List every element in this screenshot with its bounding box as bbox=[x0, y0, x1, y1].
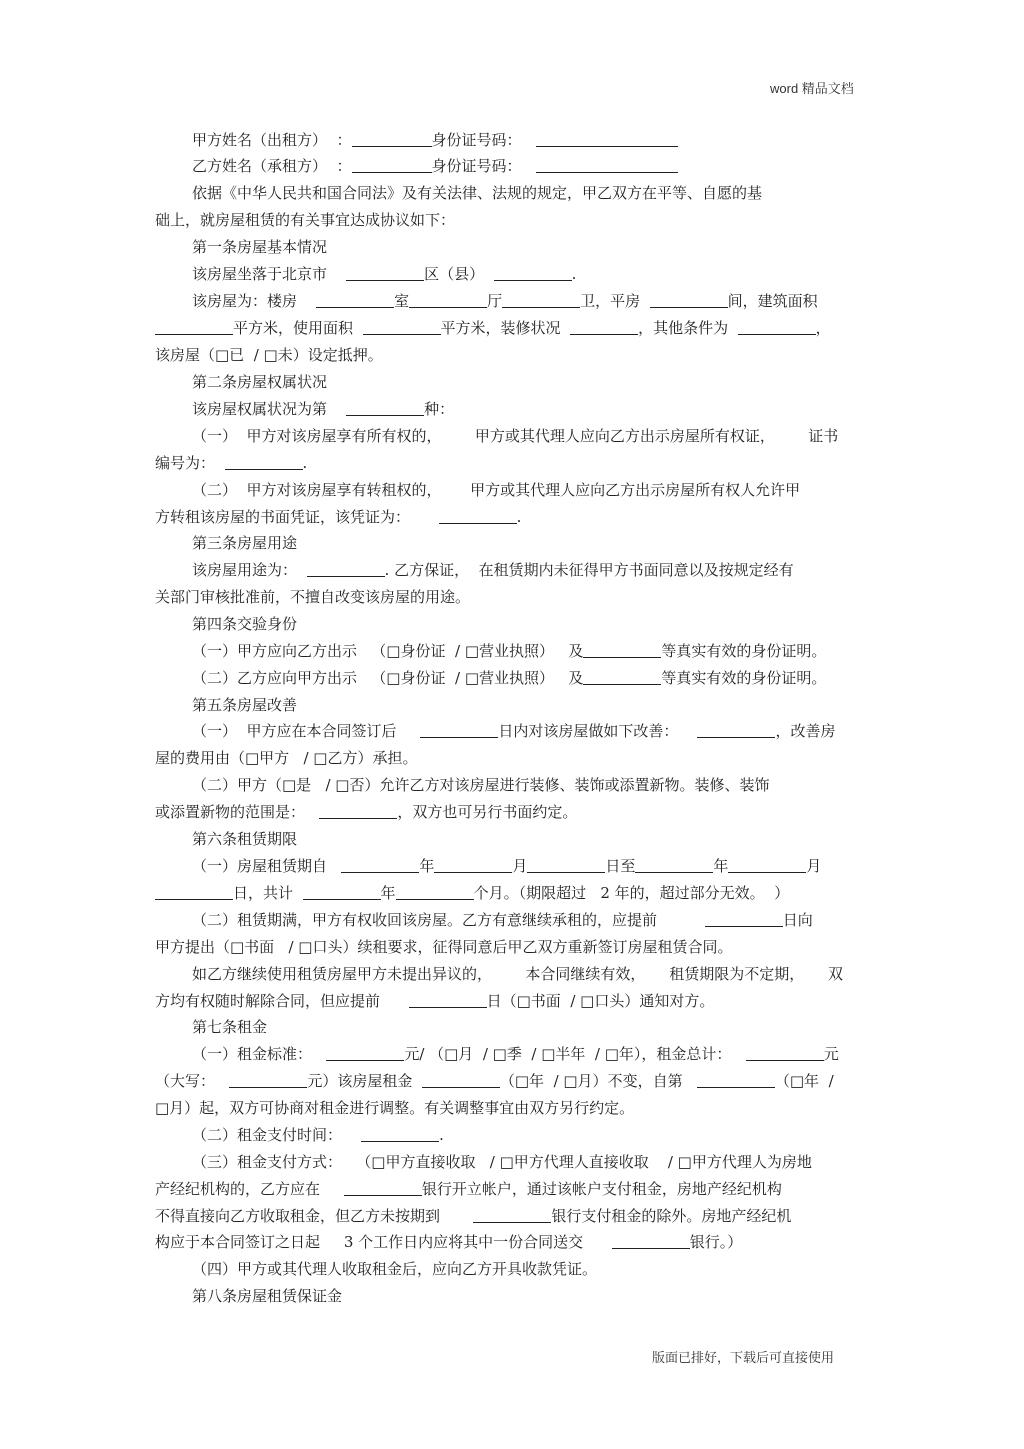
blank-field[interactable] bbox=[697, 1073, 775, 1088]
blank-field[interactable] bbox=[326, 1046, 404, 1061]
line-text: 月 bbox=[512, 857, 528, 875]
line-text: 间，建筑面积 bbox=[727, 292, 818, 310]
contract-line bbox=[155, 1098, 634, 1118]
blank-field[interactable] bbox=[527, 858, 605, 873]
blank-field[interactable] bbox=[344, 1181, 422, 1196]
line-text: 构应于本合同签订之日起 3 个工作日内应将其中一份合同送交 bbox=[155, 1233, 612, 1251]
line-text: 身份证号码： bbox=[431, 157, 536, 175]
line-text: 日，共计 bbox=[233, 884, 303, 902]
line-text: （二） 甲方对该房屋享有转租权的， 甲方或其代理人应向乙方出示房屋所有权人允许甲 bbox=[192, 481, 801, 499]
contract-line bbox=[192, 1286, 342, 1306]
contract-line bbox=[192, 1044, 839, 1064]
line-text: 甲方姓名（出租方） ： bbox=[192, 131, 352, 149]
contract-line bbox=[155, 318, 831, 338]
blank-field[interactable] bbox=[346, 266, 424, 281]
contract-line bbox=[192, 237, 327, 257]
line-text: 银行开立帐户，通过该帐户支付租金，房地产经纪机构 bbox=[421, 1180, 782, 1198]
blank-field[interactable] bbox=[346, 401, 424, 416]
contract-line bbox=[192, 130, 678, 150]
contract-line bbox=[192, 399, 454, 419]
line-text: . bbox=[516, 508, 522, 526]
line-text: （三）租金支付方式： （□甲方直接收取 / □甲方代理人直接收取 / □甲方代理人为房地 bbox=[192, 1153, 812, 1171]
contract-line bbox=[192, 560, 794, 580]
line-text: ，双方也可另行书面约定。 bbox=[397, 803, 578, 821]
line-text: 方转租该房屋的书面凭证，该凭证为： bbox=[155, 508, 439, 526]
contract-line bbox=[192, 1017, 267, 1037]
line-text: 日（□书面 / □口头）通知对方。 bbox=[486, 992, 715, 1010]
blank-field[interactable] bbox=[303, 885, 381, 900]
contract-line bbox=[155, 1206, 791, 1226]
line-text: 等真实有效的身份证明。 bbox=[661, 642, 827, 660]
line-text: 该房屋坐落于北京市 bbox=[192, 265, 347, 283]
blank-field[interactable] bbox=[473, 1208, 551, 1223]
line-text: 区（县） bbox=[424, 265, 494, 283]
line-text: 平方米，装修状况 bbox=[440, 319, 571, 337]
line-text: 月 bbox=[806, 857, 822, 875]
blank-field[interactable] bbox=[316, 293, 394, 308]
blank-field[interactable] bbox=[420, 723, 498, 738]
blank-field[interactable] bbox=[363, 320, 441, 335]
contract-line bbox=[192, 183, 762, 203]
blank-field[interactable] bbox=[225, 455, 303, 470]
line-text: 年 bbox=[419, 857, 435, 875]
line-text: 种： bbox=[424, 400, 455, 418]
contract-line bbox=[155, 507, 521, 527]
blank-field[interactable] bbox=[746, 1046, 824, 1061]
line-text: . bbox=[302, 454, 308, 472]
blank-field[interactable] bbox=[229, 1073, 307, 1088]
line-text: 身份证号码： bbox=[431, 131, 536, 149]
blank-field[interactable] bbox=[307, 562, 385, 577]
line-text: （一）房屋租赁期自 bbox=[192, 857, 342, 875]
line-text: 第五条房屋改善 bbox=[192, 696, 298, 714]
blank-field[interactable] bbox=[409, 293, 487, 308]
line-text: 日内对该房屋做如下改善： bbox=[498, 722, 698, 740]
contract-line bbox=[155, 587, 470, 607]
blank-field[interactable] bbox=[738, 320, 816, 335]
line-text: 础上，就房屋租赁的有关事宜达成协议如下： bbox=[155, 211, 456, 229]
blank-field[interactable] bbox=[409, 993, 487, 1008]
blank-field[interactable] bbox=[319, 804, 397, 819]
line-text: 第六条租赁期限 bbox=[192, 830, 298, 848]
line-text: 编号为： bbox=[155, 454, 225, 472]
contract-line bbox=[192, 291, 818, 311]
line-text: . 乙方保证， 在租赁期内未征得甲方书面同意以及按规定经有 bbox=[384, 561, 794, 579]
contract-line bbox=[192, 695, 297, 715]
contract-line bbox=[192, 829, 297, 849]
blank-field[interactable] bbox=[705, 912, 783, 927]
blank-field[interactable] bbox=[570, 320, 638, 335]
line-text: 甲方提出（□书面 / □口头）续租要求，征得同意后甲乙双方重新签订房屋租赁合同。 bbox=[155, 938, 733, 956]
line-text: 依据《中华人民共和国合同法》及有关法律、法规的规定，甲乙双方在平等、自愿的基 bbox=[192, 184, 763, 202]
line-text: 第三条房屋用途 bbox=[192, 534, 298, 552]
line-text: （二）乙方应向甲方出示 （□身份证 / □营业执照） 及 bbox=[192, 669, 584, 687]
line-text: ，改善房 bbox=[775, 722, 836, 740]
line-text: （大写： bbox=[155, 1072, 230, 1090]
contract-line bbox=[155, 210, 455, 230]
contract-line bbox=[192, 1152, 812, 1172]
contract-line bbox=[192, 641, 826, 661]
line-text: 第四条交验身份 bbox=[192, 615, 298, 633]
line-text: 卫，平房 bbox=[580, 292, 650, 310]
contract-line bbox=[155, 937, 732, 957]
line-text: 或添置新物的范围是： bbox=[155, 803, 320, 821]
blank-field[interactable] bbox=[697, 723, 775, 738]
contract-line bbox=[192, 614, 297, 634]
line-text: 如乙方继续使用租赁房屋甲方未提出异议的， 本合同继续有效， 租赁期限为不定期， 双 bbox=[192, 965, 844, 983]
blank-field[interactable] bbox=[536, 132, 678, 147]
contract-line bbox=[155, 748, 417, 768]
line-text: 日向 bbox=[782, 911, 813, 929]
contract-line bbox=[192, 721, 835, 741]
line-text: （□年 / □月）不变，自第 bbox=[499, 1072, 697, 1090]
blank-field[interactable] bbox=[352, 158, 432, 173]
line-text: 元/ （□月 / □季 / □半年 / □年），租金总计： bbox=[404, 1045, 746, 1063]
line-text: （一） 甲方对该房屋享有所有权的， 甲方或其代理人应向乙方出示房屋所有权证， 证书 bbox=[192, 427, 839, 445]
contract-line bbox=[155, 802, 577, 822]
contract-line bbox=[192, 156, 678, 176]
contract-line bbox=[155, 1232, 742, 1252]
blank-field[interactable] bbox=[155, 885, 233, 900]
line-text: 室 bbox=[394, 292, 410, 310]
line-text: 第二条房屋权属状况 bbox=[192, 373, 328, 391]
line-text: 等真实有效的身份证明。 bbox=[661, 669, 827, 687]
line-text: 平方米，使用面积 bbox=[233, 319, 363, 337]
line-text: ，其他条件为 bbox=[638, 319, 738, 337]
blank-field[interactable] bbox=[502, 293, 580, 308]
line-text: 银行。） bbox=[689, 1233, 743, 1251]
contract-line bbox=[155, 1071, 834, 1091]
line-text: 元）该房屋租金 bbox=[307, 1072, 422, 1090]
page-header: word 精品文档 bbox=[770, 81, 854, 96]
line-text: （二）甲方（□是 / □否）允许乙方对该房屋进行装修、装饰或添置新物。装修、装饰 bbox=[192, 776, 770, 794]
blank-field[interactable] bbox=[155, 320, 233, 335]
line-text: 元 bbox=[823, 1045, 839, 1063]
line-text: 产经纪机构的，乙方应在 bbox=[155, 1180, 344, 1198]
contract-line bbox=[192, 775, 769, 795]
blank-field[interactable] bbox=[341, 858, 419, 873]
line-text: （□年 / bbox=[774, 1072, 834, 1090]
line-text: （一）租金标准： bbox=[192, 1045, 327, 1063]
contract-line bbox=[192, 910, 813, 930]
line-text: 银行支付租金的除外。房地产经纪机 bbox=[551, 1207, 792, 1225]
line-text: 屋的费用由（□甲方 / □乙方）承担。 bbox=[155, 749, 418, 767]
line-text: 关部门审核批准前，不擅自改变该房屋的用途。 bbox=[155, 588, 471, 606]
contract-line bbox=[192, 480, 800, 500]
line-text: 日至 bbox=[605, 857, 636, 875]
line-text: （二）租赁期满，甲方有权收回该房屋。乙方有意继续承租的，应提前 bbox=[192, 911, 705, 929]
line-text: 乙方姓名（承租方） ： bbox=[192, 157, 352, 175]
contract-line bbox=[192, 1125, 444, 1145]
contract-line bbox=[192, 964, 843, 984]
blank-field[interactable] bbox=[583, 643, 661, 658]
line-text: 该房屋为：楼房 bbox=[192, 292, 317, 310]
line-text: 厅 bbox=[487, 292, 503, 310]
contract-line bbox=[155, 883, 789, 903]
contract-line bbox=[155, 453, 307, 473]
line-text: 该房屋用途为： bbox=[192, 561, 307, 579]
line-text: 个月。（期限超过 2 年的，超过部分无效。 ） bbox=[473, 884, 790, 902]
blank-field[interactable] bbox=[434, 858, 512, 873]
line-text: 不得直接向乙方收取租金，但乙方未按期到 bbox=[155, 1207, 474, 1225]
line-text: ， bbox=[815, 319, 831, 337]
blank-field[interactable] bbox=[650, 293, 728, 308]
contract-line bbox=[192, 856, 821, 876]
contract-line bbox=[192, 372, 327, 392]
contract-line bbox=[192, 426, 838, 446]
contract-line bbox=[155, 1179, 782, 1199]
contract-line bbox=[192, 668, 826, 688]
contract-line bbox=[155, 991, 714, 1011]
blank-field[interactable] bbox=[396, 885, 474, 900]
line-text: 第一条房屋基本情况 bbox=[192, 238, 328, 256]
blank-field[interactable] bbox=[728, 858, 806, 873]
contract-line bbox=[192, 1259, 597, 1279]
line-text: 方均有权随时解除合同，但应提前 bbox=[155, 992, 409, 1010]
blank-field[interactable] bbox=[494, 266, 572, 281]
blank-field[interactable] bbox=[635, 858, 713, 873]
line-text: 年 bbox=[380, 884, 396, 902]
page-footer: 版面已排好，下载后可直接使用 bbox=[652, 1351, 835, 1366]
line-text: □月）起，双方可协商对租金进行调整。有关调整事宜由双方另行约定。 bbox=[155, 1099, 635, 1117]
blank-field[interactable] bbox=[536, 158, 678, 173]
line-text: （四）甲方或其代理人收取租金后，应向乙方开具收款凭证。 bbox=[192, 1260, 598, 1278]
line-text: 该房屋权属状况为第 bbox=[192, 400, 347, 418]
contract-line bbox=[192, 264, 576, 284]
blank-field[interactable] bbox=[352, 132, 432, 147]
blank-field[interactable] bbox=[439, 509, 517, 524]
line-text: 第七条租金 bbox=[192, 1018, 268, 1036]
blank-field[interactable] bbox=[583, 670, 661, 685]
blank-field[interactable] bbox=[361, 1127, 439, 1142]
contract-line bbox=[192, 533, 297, 553]
line-text: 该房屋（□已 / □未）设定抵押。 bbox=[155, 346, 383, 364]
contract-line bbox=[155, 345, 383, 365]
line-text: （一） 甲方应在本合同签订后 bbox=[192, 722, 421, 740]
line-text: . bbox=[439, 1126, 444, 1144]
line-text: 年 bbox=[713, 857, 729, 875]
blank-field[interactable] bbox=[422, 1073, 500, 1088]
line-text: （一）甲方应向乙方出示 （□身份证 / □营业执照） 及 bbox=[192, 642, 584, 660]
line-text: （二）租金支付时间： bbox=[192, 1126, 362, 1144]
line-text: . bbox=[571, 265, 577, 283]
blank-field[interactable] bbox=[612, 1234, 690, 1249]
line-text: 第八条房屋租赁保证金 bbox=[192, 1287, 343, 1305]
